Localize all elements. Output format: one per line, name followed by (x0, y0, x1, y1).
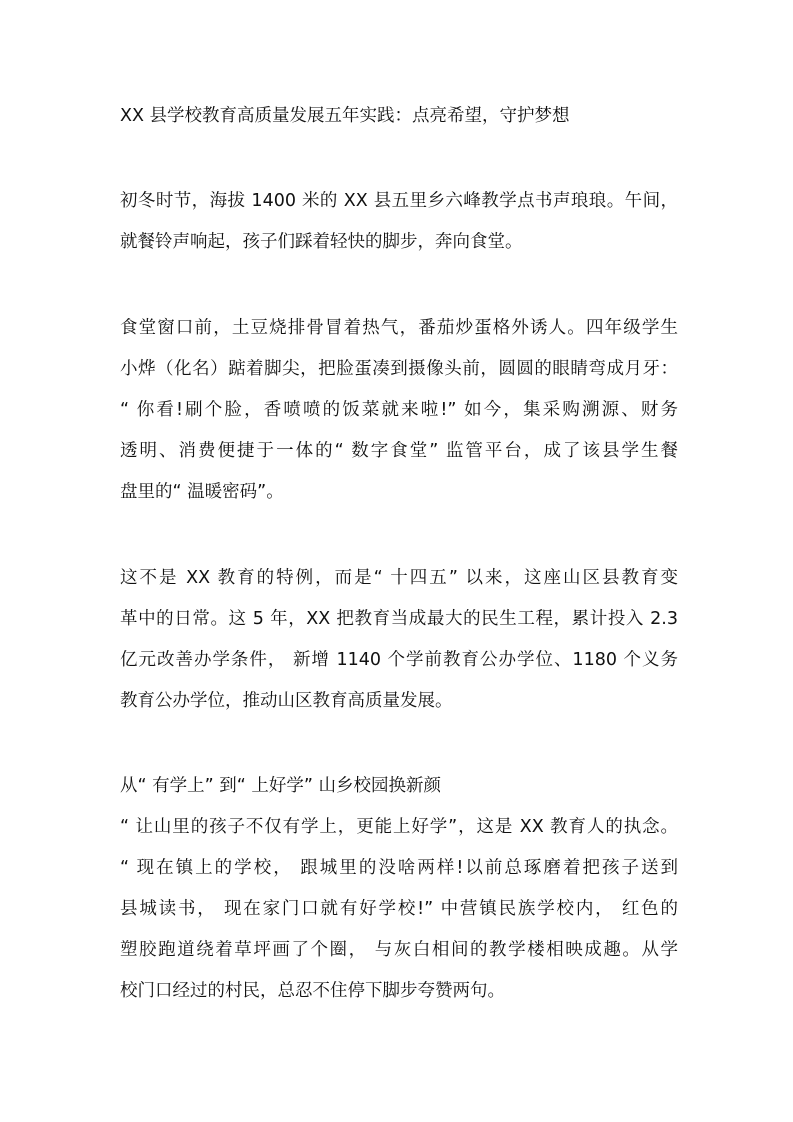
paragraph-line: 县城读书， 现在家门口就有好学校!” 中营镇民族学校内， 红色的 (120, 899, 678, 919)
paragraph-line: 食堂窗口前，土豆烧排骨冒着热气，番茄炒蛋格外诱人。四年级学生 (120, 318, 678, 338)
section-heading: 从“ 有学上” 到“ 上好学” 山乡校园换新颜 (120, 776, 442, 796)
paragraph-line: 这不是 XX 教育的特例，而是“ 十四五” 以来，这座山区县教育变 (120, 568, 678, 588)
paragraph-line: 就餐铃声响起，孩子们踩着轻快的脚步，奔向食堂。 (120, 232, 523, 252)
paragraph-line: 初冬时节，海拔 1400 米的 XX 县五里乡六峰教学点书声琅琅。午间， (120, 191, 678, 211)
paragraph-line: 教育公办学位，推动山区教育高质量发展。 (120, 691, 453, 711)
paragraph-line: “ 让山里的孩子不仅有学上，更能上好学”，这是 XX 教育人的执念。 (120, 817, 678, 837)
paragraph-line: 塑胶跑道绕着草坪画了个圈， 与灰白相间的教学楼相映成趣。从学 (120, 940, 678, 960)
paragraph-line: 盘里的“ 温暖密码”。 (120, 482, 284, 502)
document-title: XX 县学校教育高质量发展五年实践：点亮希望，守护梦想 (120, 106, 570, 126)
paragraph-line: “ 你看!刷个脸，香喷喷的饭菜就来啦!” 如今，集采购溯源、财务 (120, 400, 678, 420)
paragraph-line: 亿元改善办学条件， 新增 1140 个学前教育公办学位、1180 个义务 (120, 650, 678, 670)
paragraph-line: 革中的日常。这 5 年，XX 把教育当成最大的民生工程，累计投入 2.3 (120, 609, 678, 629)
paragraph-line: 校门口经过的村民，总忍不住停下脚步夸赞两句。 (120, 981, 505, 1001)
paragraph-line: 小烨（化名）踮着脚尖，把脸蛋凑到摄像头前，圆圆的眼睛弯成月牙： (120, 359, 678, 379)
paragraph-line: “ 现在镇上的学校， 跟城里的没啥两样!以前总琢磨着把孩子送到 (120, 858, 678, 878)
paragraph-line: 透明、消费便捷于一体的“ 数字食堂” 监管平台，成了该县学生餐 (120, 441, 678, 461)
